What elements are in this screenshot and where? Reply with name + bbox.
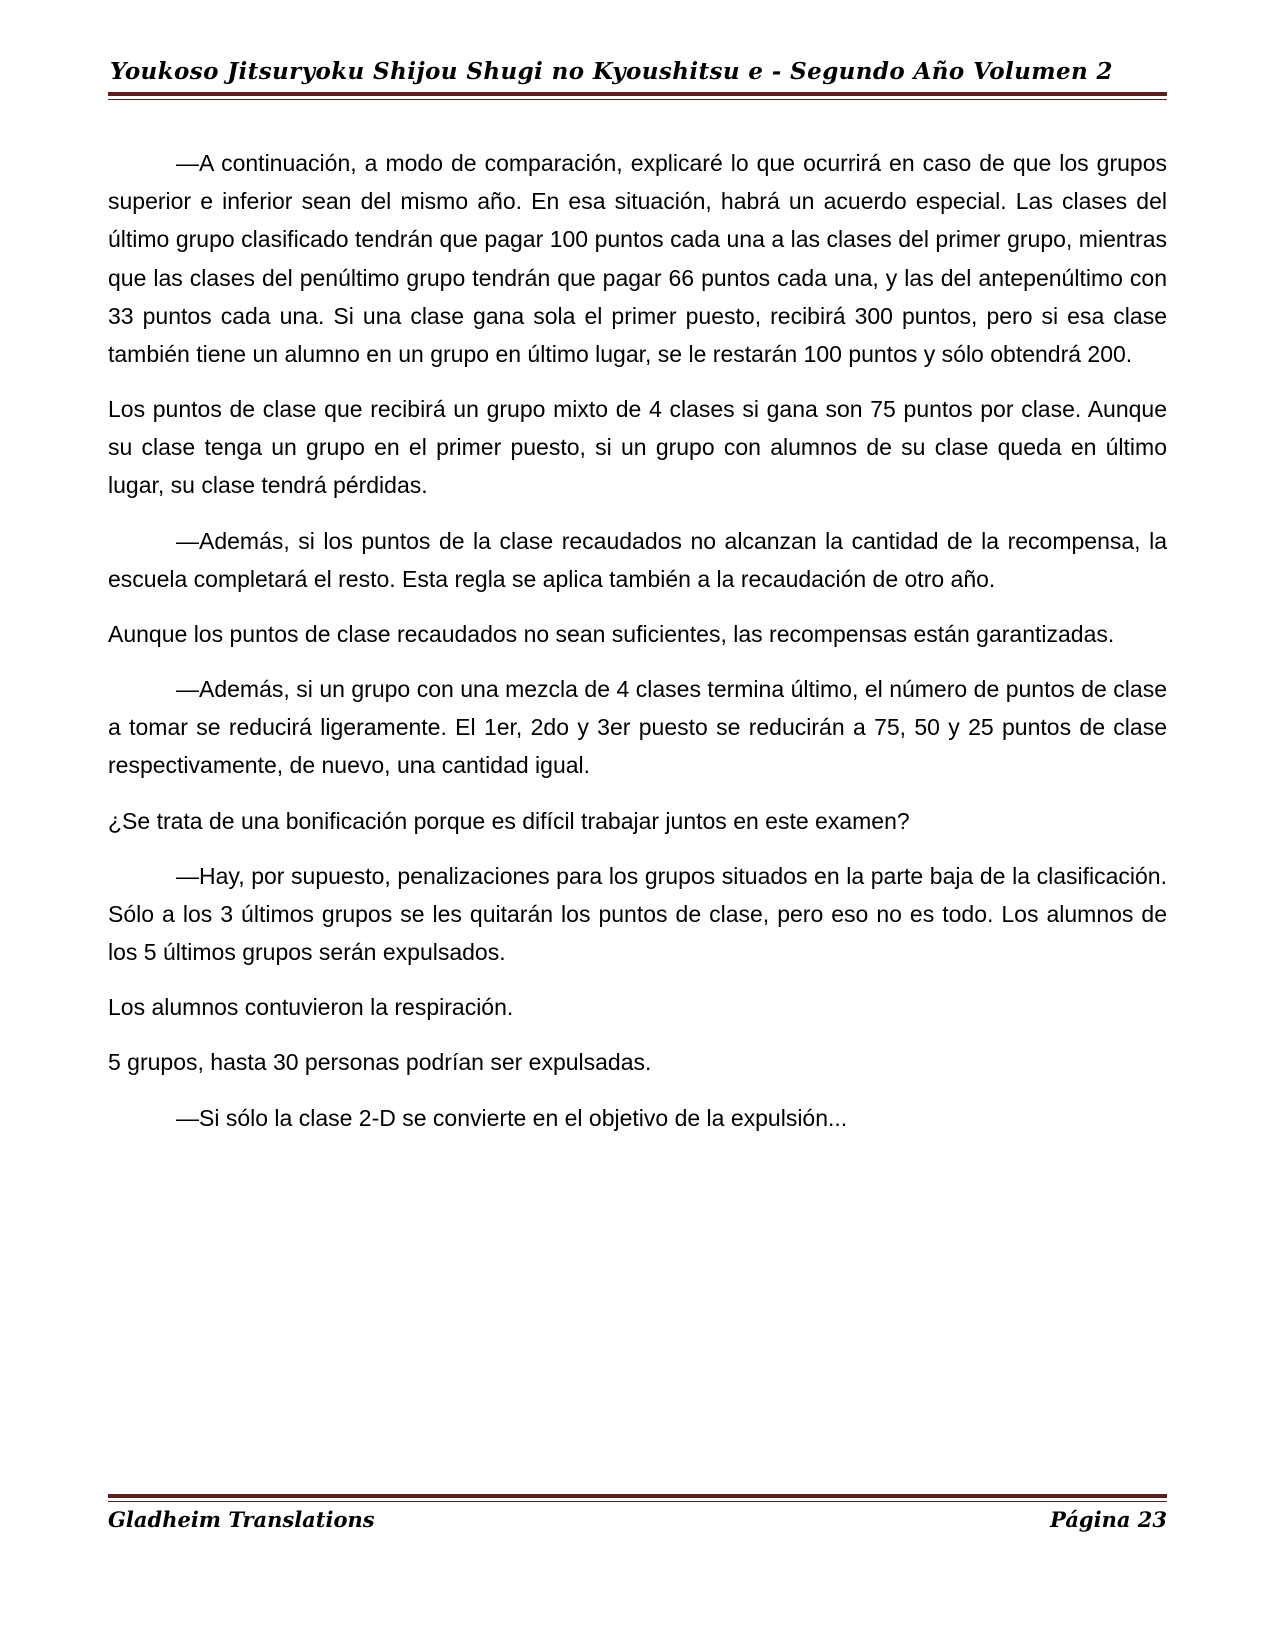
paragraph: Los alumnos contuvieron la respiración. [108, 994, 514, 1021]
header-rule [108, 92, 1167, 100]
header-title: Youkoso Jitsuryoku Shijou Shugi no Kyoushitsu e - Segundo Año Volumen 2 [110, 58, 1113, 85]
footer-translator-credit: Gladheim Translations [108, 1507, 375, 1532]
page-footer [108, 1494, 1167, 1532]
footer-page-number: Página 23 [1050, 1507, 1167, 1532]
paragraph: —Hay, por supuesto, penalizaciones para los grupos situados en la parte baja de la clasificación. Sólo a los 3 últimos grupos se les quitarán los puntos de clase, pero eso no es todo. Los alumnos de los 5 últimos grupos serán expulsados. [108, 862, 1167, 966]
paragraph: —A continuación, a modo de comparación, explicaré lo que ocurrirá en caso de que los grupos superior e inferior sean del mismo año. En esa situación, habrá un acuerdo especial. Las clases del último grupo clasificado tendrán que pagar 100 puntos cada una a las clases del primer grupo, mientras que las clases del penúltimo grupo tendrán que pagar 66 puntos cada una, y las del antepenúltimo con 33 puntos cada una. Si una clase gana sola el primer puesto, recibirá 300 puntos, pero si esa clase también tiene un alumno en un grupo en último lugar, se le restarán 100 puntos y sólo obtendrá 200. [108, 150, 1167, 367]
paragraph: Los puntos de clase que recibirá un grupo mixto de 4 clases si gana son 75 puntos por clase. Aunque su clase tenga un grupo en el primer puesto, si un grupo con alumnos de su clase queda en último lugar, su clase tendrá pérdidas. [108, 396, 1167, 499]
paragraph: —Si sólo la clase 2-D se convierte en el objetivo de la expulsión... [176, 1104, 848, 1131]
page-header [108, 58, 1167, 100]
paragraph: 5 grupos, hasta 30 personas podrían ser expulsadas. [108, 1049, 652, 1076]
page-body [108, 144, 1167, 1137]
paragraph: ¿Se trata de una bonificación porque es difícil trabajar juntos en este examen? [108, 807, 910, 834]
paragraph: —Además, si los puntos de la clase recaudados no alcanzan la cantidad de la recompensa, la escuela completará el resto. Esta regla se aplica también a la recaudación de otro año. [108, 527, 1167, 592]
paragraph: —Además, si un grupo con una mezcla de 4 clases termina último, el número de puntos de clase a tomar se reducirá ligeramente. El 1er, 2do y 3er puesto se reducirán a 75, 50 y 25 puntos de clase respectivamente, de nuevo, una cantidad igual. [108, 676, 1167, 779]
footer-rule [108, 1494, 1167, 1502]
paragraph: Aunque los puntos de clase recaudados no sean suficientes, las recompensas están garantizadas. [108, 620, 1115, 647]
